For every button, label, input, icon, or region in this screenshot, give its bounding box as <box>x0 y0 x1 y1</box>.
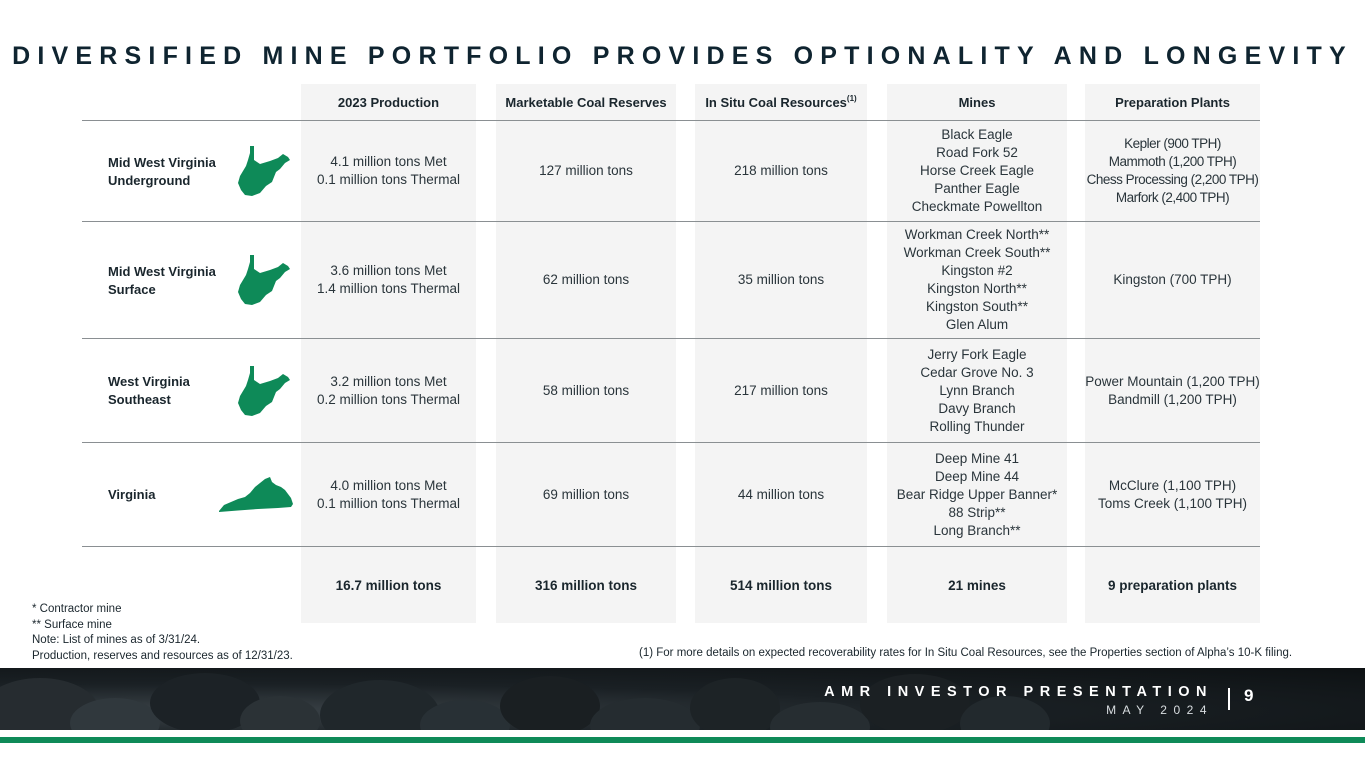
presentation-date: MAY 2024 <box>1106 703 1213 717</box>
divider-row-4 <box>82 546 1260 547</box>
row-label-wv-southeast: West Virginia Southeast <box>108 374 190 407</box>
row-2-production: 3.6 million tons Met 1.4 million tons Thermal <box>316 263 461 296</box>
row-3-plants: Power Mountain (1,200 TPH) Bandmill (1,200 TPH) <box>1085 373 1260 407</box>
row-1-mines: Black Eagle Road Fork 52 Horse Creek Eagle Panther Eagle Checkmate Powellton <box>911 127 1043 214</box>
row-1-resources: 218 million tons <box>734 163 828 178</box>
total-resources: 514 million tons <box>729 578 833 593</box>
row-3-mines: Jerry Fork Eagle Cedar Grove No. 3 Lynn Branch Davy Branch Rolling Thunder <box>920 346 1034 434</box>
header-mines: Mines <box>958 95 996 110</box>
note-contractor: * Contractor mine <box>32 603 122 615</box>
west-virginia-icon <box>236 253 292 307</box>
row-label-mid-wv-underground: Mid West Virginia Underground <box>108 155 216 188</box>
row-label-virginia: Virginia <box>108 487 156 502</box>
header-resources-footnote-mark: (1) <box>846 94 857 103</box>
row-4-plants: McClure (1,100 TPH) Toms Creek (1,100 TPH) <box>1097 477 1248 511</box>
header-production: 2023 Production <box>337 95 440 110</box>
row-2-resources: 35 million tons <box>737 272 825 287</box>
header-plants: Preparation Plants <box>1115 95 1230 110</box>
total-production: 16.7 million tons <box>335 578 442 593</box>
virginia-icon <box>218 476 294 514</box>
row-3-production: 3.2 million tons Met 0.2 million tons Thermal <box>316 373 461 407</box>
row-4-mines: Deep Mine 41 Deep Mine 44 Bear Ridge Upper Banner* 88 Strip** Long Branch** <box>896 450 1058 538</box>
total-plants: 9 preparation plants <box>1107 578 1238 593</box>
row-4-reserves: 69 million tons <box>542 486 630 502</box>
footnote-resources: (1) For more details on expected recoverability rates for In Situ Coal Resources, see the Properties section of Alpha’s 10-K filing. <box>639 647 1293 659</box>
row-4-resources: 44 million tons <box>737 486 825 502</box>
header-resources <box>695 84 867 122</box>
row-2-plants: Kingston (700 TPH) <box>1113 272 1232 287</box>
total-reserves: 316 million tons <box>534 578 638 593</box>
row-1-production: 4.1 million tons Met 0.1 million tons Thermal <box>316 154 461 187</box>
accent-bar <box>0 737 1365 743</box>
presentation-name: AMR INVESTOR PRESENTATION <box>824 684 1213 700</box>
row-2-mines: Workman Creek North** Workman Creek South** Kingston #2 Kingston North** Kingston South** Glen Alum <box>903 227 1051 332</box>
row-1-reserves: 127 million tons <box>539 163 633 178</box>
notes <box>32 602 293 664</box>
total-mines: 21 mines <box>948 578 1006 593</box>
page-number: 9 <box>1244 686 1254 705</box>
footer-divider <box>1228 688 1230 710</box>
header-reserves: Marketable Coal Reserves <box>505 95 667 110</box>
west-virginia-icon <box>236 364 292 418</box>
west-virginia-icon <box>236 144 292 198</box>
row-3-resources: 217 million tons <box>734 382 828 398</box>
row-1-plants: Kepler (900 TPH) Mammoth (1,200 TPH) Chess Processing (2,200 TPH) Marfork (2,400 TPH) <box>1086 136 1259 205</box>
row-label-mid-wv-surface: Mid West Virginia Surface <box>108 264 216 297</box>
slide-title: DIVERSIFIED MINE PORTFOLIO PROVIDES OPTIONALITY AND LONGEVITY <box>12 42 1353 70</box>
note-production-date: Production, reserves and resources as of 12/31/23. <box>32 649 293 662</box>
row-4-production: 4.0 million tons Met 0.1 million tons Thermal <box>316 477 461 511</box>
row-2-reserves: 62 million tons <box>542 272 630 287</box>
row-3-reserves: 58 million tons <box>542 382 630 398</box>
footer-banner <box>0 668 1365 730</box>
note-surface: ** Surface mine <box>32 618 112 631</box>
header-resources-label: In Situ Coal Resources <box>705 95 847 110</box>
note-mines-date: Note: List of mines as of 3/31/24. <box>32 634 201 646</box>
